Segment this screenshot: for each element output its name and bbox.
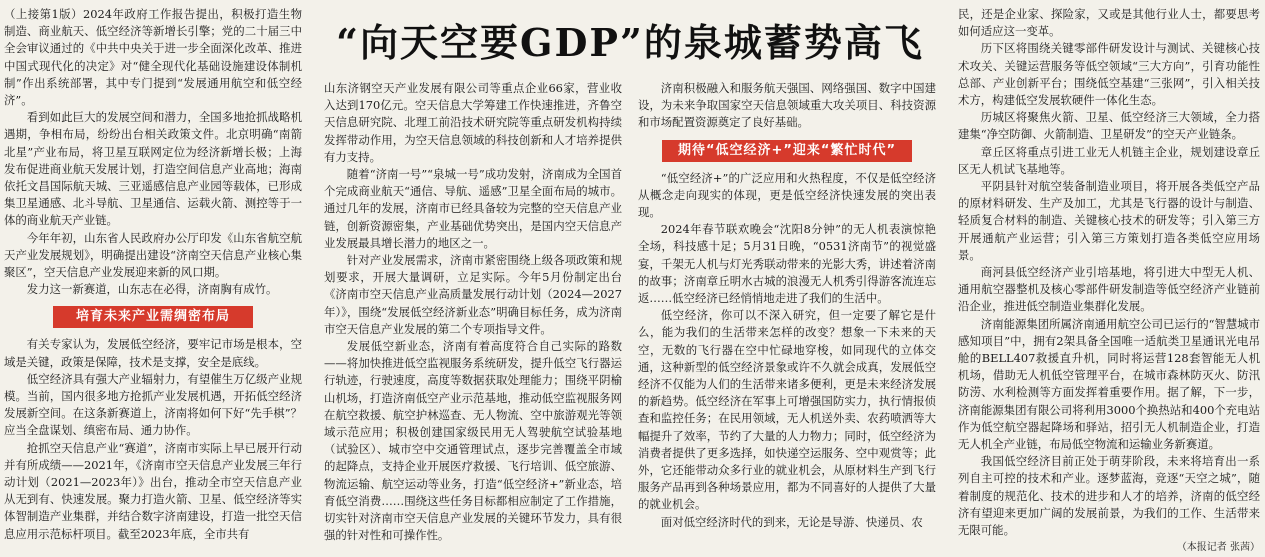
- author-credit: （本报记者 张茜）: [1176, 542, 1260, 554]
- paragraph: 今年年初，山东省人民政府办公厅印发《山东省航空航天产业发展规划》，明确提出建设“济南空天信息产业核心集聚区”，空天信息产业发展迎来新的风口期。: [4, 230, 302, 280]
- paragraph: 看到如此巨大的发展空间和潜力，全国多地抢抓战略机遇期，争相布局，纷纷出台相关政策文件。北京明确“南箭北星”产业布局，将卫星互联网定位为经济新增长极；上海发布促进商业航天发展计划，打造空间信息产业高地；海南依托文昌国际航天城、三亚遥感信息产业园等载体，已形成集卫星通感、北斗导航、卫星通信、运载火箭、测控等于一体的商业航天产业链。: [4, 110, 302, 228]
- paragraph: （上接第1版）2024年政府工作报告提出，积极打造生物制造、商业航天、低空经济等新增长引擎；党的二十届三中全会审议通过的《中共中央关于进一步全面深化改革、推进中国式现代化的决定》对“健全现代化基础设施建设体制机制”作出系统部署，其中专门提到“发展通用航空和低空经济”。: [4, 7, 302, 108]
- article-column-2: [324, 80, 622, 543]
- paragraph: “低空经济+”的广泛应用和火热程度，不仅是低空经济从概念走向现实的体现，更是低空经济快速发展的突出表现。: [638, 170, 936, 220]
- paragraph: 章丘区将重点引进工业无人机链主企业，规划建设章丘区无人机试飞基地等。: [958, 144, 1260, 176]
- paragraph: 我国低空经济目前正处于萌芽阶段，未来将培育出一系列自主可控的技术和产业。逐梦蓝海，竞逐“天空之城”，随着制度的规范化、技术的进步和人才的培养，济南的低空经济有望迎来更加广阔的发展前景，为我们的工作、生活带来无限可能。: [958, 454, 1260, 538]
- paragraph: 针对产业发展需求，济南市紧密围绕上级各项政策和规划要求，开展大量调研，立足实际。今年5月份制定出台《济南市空天信息产业高质量发展行动计划（2024—2027年）》，围绕“发展低空经济新业态”明确目标任务，成为济南市空天信息产业发展的第二个专项指导文件。: [324, 253, 622, 336]
- paragraph: 抢抓空天信息产业“赛道”，济南市实际上早已展开行动并有所成绩——2021年，《济南市空天信息产业发展三年行动计划（2021—2023年）》出台，推动全市空天信息产业从无到有、快速发展。聚力打造火箭、卫星、低空经济等实体智制造产业集群，并结合数字济南建设，打造一批空天信息应用示范标杆项目。截至2023年底，全市共有: [4, 440, 302, 541]
- article-column-4: [958, 6, 1260, 554]
- section-subhead: 期待“低空经济+”迎来“繁忙时代”: [662, 140, 912, 162]
- headline: “向天空要GDP”的泉城蓄势高飞: [336, 20, 924, 65]
- paragraph: 山东济钢空天产业发展有限公司等重点企业66家，营业收入达到170亿元。空天信息大学筹建工作快速推进，齐鲁空天信息研究院、北理工前沿技术研究院等重点研发机构持续发挥带动作用，为空天信息领域的科技创新和人才培养提供有力支持。: [324, 81, 622, 164]
- paragraph: 面对低空经济时代的到来，无论是导游、快递员、农: [660, 514, 923, 529]
- paragraph: 发展低空新业态，济南有着高度符合自己实际的路数——将加快推进低空监视服务系统研发，提升低空飞行器运行轨迹，行驶速度，高度等数据获取处理能力；围绕平阴榆山机场，打造济南低空产业示范基地，推动低空监视服务网在航空救援、航空护林巡查、无人物流、空中旅游观光等领域示范应用；积极创建国家级民用无人驾驶航空试验基地（试验区）、城市空中交通管理试点，逐步完善覆盖全市域的起降点，支持企业开展医疗救援、飞行培训、低空旅游、物流运输、航空运动等业务，打造“低空经济+”新业态，培育低空消费……围绕这些任务目标都相应制定了工作措施，切实针对济南市空天信息产业发展的关键环节发力，具有很强的针对性和可操作性。: [324, 339, 622, 543]
- article-column-1: [4, 6, 302, 541]
- paragraph: 济南积极融入和服务航天强国、网络强国、数字中国建设，为未来争取国家空天信息领域重大攻关项目、科技资源和市场配置资源奠定了良好基础。: [638, 81, 936, 130]
- section-subhead: 培育未来产业需绸密布局: [53, 306, 253, 328]
- paragraph: 低空经济，你可以不深入研究，但一定要了解它是什么，能为我们的生活带来怎样的改变？想象一下未来的天空，无数的飞行器在空中忙碌地穿梭，如同现代的立体交通，这种新型的低空经济景象或许不久就会成真，发展低空经济不仅能为人们的生活带来诸多便利，更是未来经济发展的新趋势。低空经济在军事上可增强国防实力，执行情报侦查和监控任务；在民用领域，无人机送外卖、农药喷洒等大幅提升了效率，节约了大量的人力物力；同时，低空经济为消费者提供了更多选择，如快递空运服务、空中观赏等；此外，它还能带动众多行业的就业机会，从原材料生产到飞行服务产品再到各种场景应用，都为不同喜好的人提供了大量的就业机会。: [638, 308, 936, 512]
- paragraph: 商河县低空经济产业引培基地，将引进大中型无人机、通用航空器整机及核心零部件研发制造等低空经济产业链前沿企业，推进低空制造业集群化发展。: [958, 265, 1260, 314]
- paragraph: 低空经济具有强大产业辐射力，有望催生万亿级产业规模。当前，国内很多地方抢抓产业发展机遇，开拓低空经济发展新空间。在这条新赛道上，济南将如何下好“先手棋”？应当全盘谋划、缜密布局、通力协作。: [4, 371, 302, 438]
- paragraph: 平阴县针对航空装备制造业项目，将开展各类低空产品的原材料研发、生产及加工，尤其是飞行器的设计与制造、轻质复合材料的制造、关键核心技术的研发等；引入第三方开展通航产业运营；引入第三方策划打造各类低空应用场景。: [958, 179, 1260, 262]
- paragraph: 发力这一新赛道，山东志在必得，济南胸有成竹。: [26, 282, 278, 297]
- paragraph: 随着“济南一号”“泉城一号”成功发射，济南成为全国首个完成商业航天“通信、导航、遥感”卫星全面布局的城市。通过几年的发展，济南市已经具备较为完整的空天信息产业链，创新资源密集，产业基础优势突出，是国内空天信息产业发展最具增长潜力的地区之一。: [324, 167, 622, 250]
- paragraph: 济南能源集团所属济南通用航空公司已运行的“智慧城市感知项目”中，拥有2架具备全国唯一适航类卫星通讯光电吊舱的BELL407救援直升机，同时将运营128套智能无人机机场，借助无人机低空管理平台，在城市森林防灭火、防汛防涝、水利检测等方面发挥着重要作用。据了解，下一步，济南能源集团有限公司将利用3000个换热站和400个充电站作为低空航空器起降场和驿站，招引无人机制造企业，打造无人机全产业链，布局低空物流和运输业务新赛道。: [958, 316, 1260, 452]
- paragraph: 历下区将围绕关键零部件研发设计与测试、关键核心技术攻关、关键运营服务等低空领域“三大方向”，引育功能性总部、产业创新平台；围绕低空基建“三张网”，引入相关技术方，构建低空发展软硬件一体化生态。: [958, 41, 1260, 108]
- paragraph: 有关专家认为，发展低空经济，要牢记市场是根本，空域是关键，政策是保障，技术是支撑，安全是底线。: [4, 337, 302, 369]
- paragraph: 历城区将聚焦火箭、卫星、低空经济三大领域，全力搭建集“净空防御、火箭制造、卫星研发”的空天产业链条。: [958, 110, 1260, 142]
- paragraph: 2024年春节联欢晚会“沈阳8分钟”的无人机表演惊艳全场，科技感十足；5月31日晚，“0531济南节”的视觉盛宴，千架无人机与灯光秀联动带来的光影大秀，讲述着济南的故事；济南章丘明水古城的浪漫无人机秀引得游客流连忘返……低空经济已经悄悄地走进了我们的生活中。: [638, 222, 936, 306]
- paragraph: 民，还是企业家、探险家，又或是其他行业人士，都要思考如何适应这一变革。: [958, 7, 1260, 39]
- article-column-3: [638, 80, 936, 529]
